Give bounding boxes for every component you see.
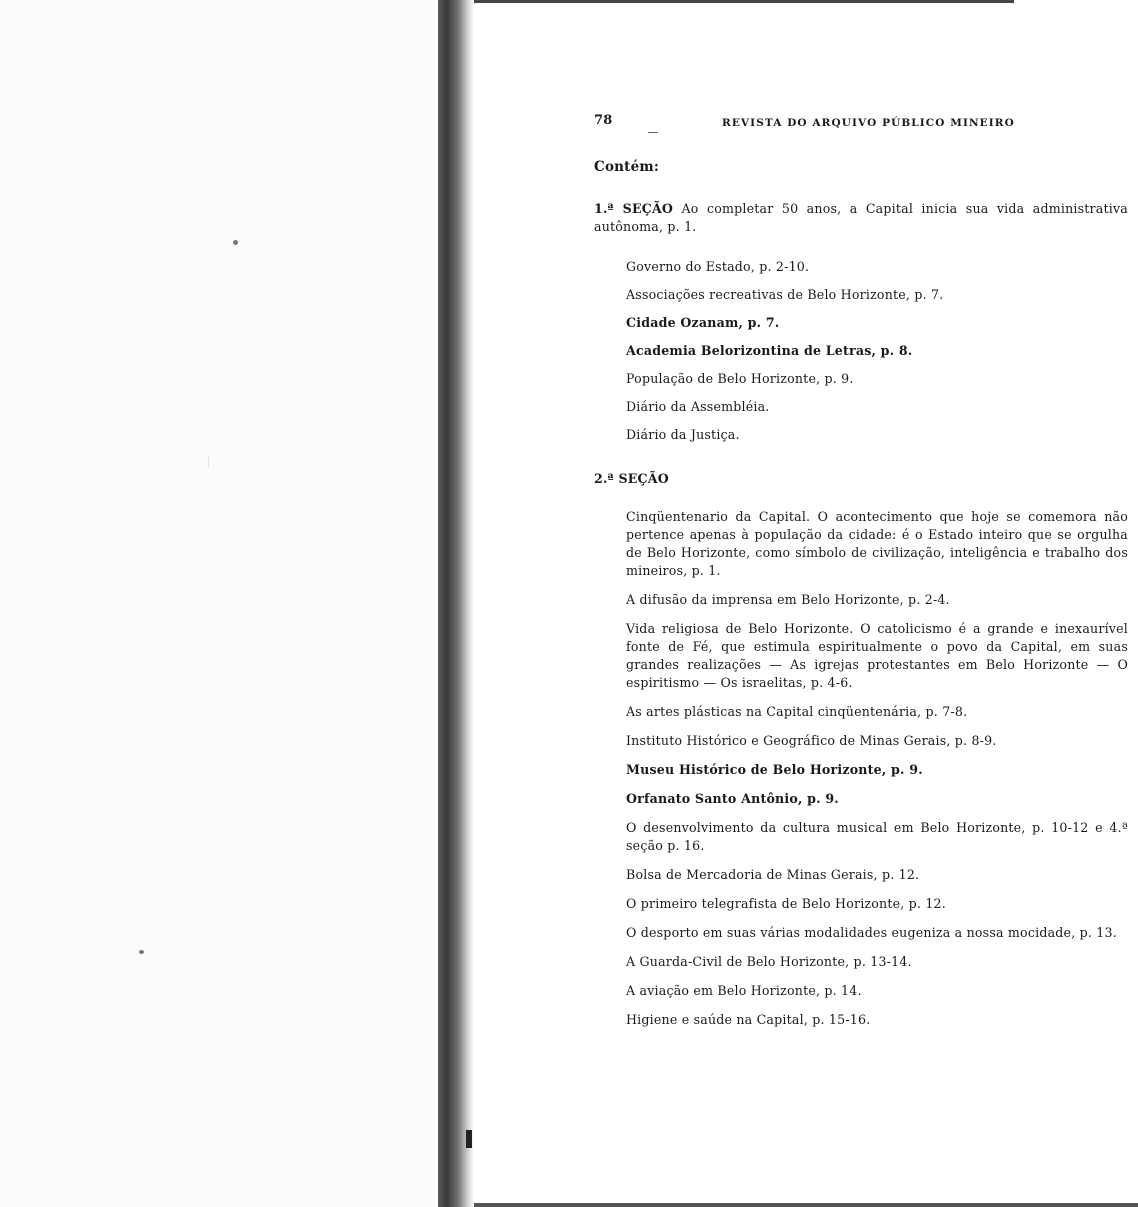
list-item: Diário da Justiça. bbox=[626, 427, 740, 442]
page-top-edge bbox=[474, 0, 1014, 3]
list-item: A aviação em Belo Horizonte, p. 14. bbox=[626, 983, 862, 998]
list-item: A difusão da imprensa em Belo Horizonte, p. 2-4. bbox=[626, 592, 950, 607]
list-item: População de Belo Horizonte, p. 9. bbox=[626, 371, 854, 386]
header-dash bbox=[648, 132, 658, 133]
section-1-intro bbox=[594, 200, 1128, 236]
facing-page-blank bbox=[0, 0, 440, 1207]
book-gutter bbox=[438, 0, 474, 1207]
page-number: 78 bbox=[594, 113, 613, 128]
list-item: Museu Histórico de Belo Horizonte, p. 9. bbox=[626, 762, 923, 777]
list-item: A Guarda-Civil de Belo Horizonte, p. 13-14. bbox=[626, 954, 912, 969]
section-1-label: 1.ª SEÇÃO bbox=[594, 201, 674, 216]
contents-heading: Contém: bbox=[594, 159, 660, 175]
list-item: Academia Belorizontina de Letras, p. 8. bbox=[626, 343, 913, 358]
paper-speck bbox=[139, 950, 144, 954]
list-item: O primeiro telegrafista de Belo Horizonte, p. 12. bbox=[626, 896, 946, 911]
list-item: Bolsa de Mercadoria de Minas Gerais, p. 12. bbox=[626, 867, 920, 882]
document-page bbox=[594, 112, 1128, 1040]
list-item: Instituto Histórico e Geográfico de Minas Gerais, p. 8-9. bbox=[626, 733, 997, 748]
section-1-intro-text: Ao completar 50 anos, a Capital inicia sua vida administrativa autônoma, p. 1. bbox=[594, 201, 1128, 234]
list-item: Cidade Ozanam, p. 7. bbox=[626, 315, 780, 330]
paper-speck bbox=[233, 240, 238, 245]
page-bottom-edge bbox=[474, 1203, 1138, 1207]
binding-mark bbox=[466, 1130, 472, 1148]
section-2-list bbox=[594, 508, 1128, 1029]
list-item: Associações recreativas de Belo Horizonte, p. 7. bbox=[626, 287, 944, 302]
section-2-heading: 2.ª SEÇÃO bbox=[594, 471, 669, 486]
paper-fold-mark bbox=[208, 455, 209, 467]
list-item: O desenvolvimento da cultura musical em Belo Horizonte, p. 10-12 e 4.ª seção p. 16. bbox=[626, 820, 1128, 853]
list-item: Governo do Estado, p. 2-10. bbox=[626, 259, 810, 274]
journal-title: REVISTA DO ARQUIVO PÚBLICO MINEIRO bbox=[722, 117, 1015, 129]
section-1-list bbox=[594, 258, 1128, 444]
list-item: O desporto em suas várias modalidades eugeniza a nossa mocidade, p. 13. bbox=[626, 925, 1117, 940]
list-item: Higiene e saúde na Capital, p. 15-16. bbox=[626, 1012, 871, 1027]
list-item: Cinqüentenario da Capital. O acontecimento que hoje se comemora não pertence apenas à população da cidade: é o Estado inteiro que se orgulha de Belo Horizonte, como símbolo de civilização, inteligência e trabalho dos mineiros, p. 1. bbox=[626, 509, 1128, 578]
list-item: Diário da Assembléia. bbox=[626, 399, 770, 414]
running-head bbox=[594, 112, 1128, 132]
list-item: Vida religiosa de Belo Horizonte. O catolicismo é a grande e inexaurível fonte de Fé, que estimula espiritualmente o povo da Capital, em suas grandes realizações — As igrejas protestantes em Belo Horizonte — O espiritismo — Os israelitas, p. 4-6. bbox=[626, 621, 1128, 690]
list-item: As artes plásticas na Capital cinqüentenária, p. 7-8. bbox=[626, 704, 968, 719]
list-item: Orfanato Santo Antônio, p. 9. bbox=[626, 791, 839, 806]
